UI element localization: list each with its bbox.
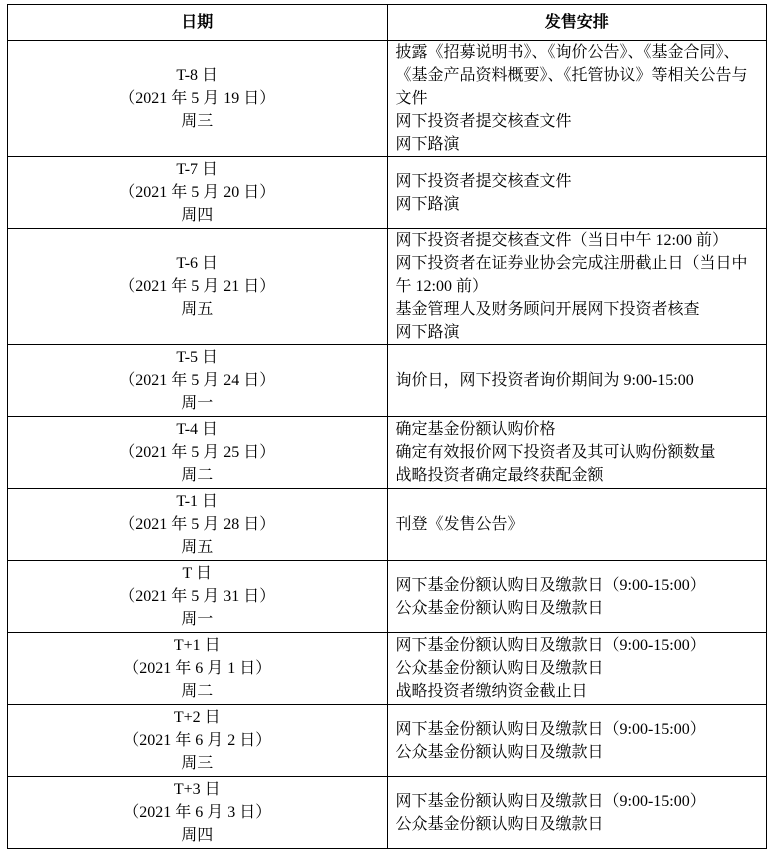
- table-row: [8, 777, 767, 849]
- header-arrangement: 发售安排: [387, 5, 767, 41]
- arrangement-item: 公众基金份额认购日及缴款日: [395, 743, 604, 761]
- table-row: [8, 561, 767, 633]
- date-day: T-6 日: [176, 255, 219, 272]
- arrangement-cell: [387, 561, 767, 633]
- date-weekday: 周五: [181, 301, 214, 318]
- arrangement-item: 战略投资者确定最终获配金额: [395, 467, 604, 484]
- date-date: （2021 年 5 月 19 日）: [119, 90, 276, 107]
- arrangement-cell: [387, 777, 767, 849]
- date-weekday: 周三: [181, 113, 214, 130]
- table-header-row: [8, 5, 767, 41]
- date-date: （2021 年 5 月 24 日）: [119, 372, 276, 389]
- arrangement-item: 询价日，网下投资者询价期间为 9:00-15:00: [395, 372, 694, 389]
- arrangement-item: 网下路演: [395, 195, 460, 213]
- date-date: （2021 年 5 月 20 日）: [119, 184, 276, 201]
- table-row: [8, 41, 767, 157]
- arrangement-item: 确定基金份额认购价格: [395, 421, 556, 438]
- date-cell: [8, 705, 388, 777]
- arrangement-cell: [387, 229, 767, 345]
- arrangement-cell: [387, 41, 767, 157]
- date-date: （2021 年 6 月 3 日）: [123, 804, 272, 821]
- date-weekday: 周二: [181, 467, 214, 484]
- date-date: （2021 年 5 月 21 日）: [119, 278, 276, 295]
- arrangement-item: 网下投资者提交核查文件: [395, 113, 572, 130]
- date-date: （2021 年 6 月 1 日）: [123, 660, 272, 677]
- date-cell: [8, 41, 388, 157]
- date-day: T-8 日: [176, 67, 219, 84]
- date-cell: [8, 561, 388, 633]
- date-cell: [8, 229, 388, 345]
- date-day: T-1 日: [176, 493, 219, 510]
- arrangement-item: 确定有效报价网下投资者及其可认购份额数量: [395, 444, 716, 461]
- date-day: T 日: [182, 565, 212, 582]
- date-day: T-7 日: [176, 161, 219, 178]
- date-date: （2021 年 5 月 28 日）: [119, 516, 276, 533]
- date-day: T-5 日: [176, 349, 219, 366]
- table-row: [8, 345, 767, 417]
- date-day: T+3 日: [173, 781, 221, 798]
- table-row: [8, 489, 767, 561]
- offering-schedule-table: [7, 4, 767, 849]
- arrangement-cell: [387, 633, 767, 705]
- table-row: [8, 229, 767, 345]
- date-cell: [8, 157, 388, 229]
- arrangement-item: 披露《招募说明书》、《询价公告》、《基金合同》、《基金产品资料概要》、《托管协议》等相关公告与文件: [395, 44, 748, 107]
- arrangement-item: 公众基金份额认购日及缴款日: [395, 815, 604, 833]
- date-cell: [8, 345, 388, 417]
- arrangement-item: 公众基金份额认购日及缴款日: [395, 599, 604, 617]
- arrangement-item: 网下基金份额认购日及缴款日（9:00-15:00）: [395, 576, 706, 594]
- date-cell: [8, 417, 388, 489]
- table-row: [8, 157, 767, 229]
- arrangement-cell: [387, 157, 767, 229]
- date-weekday: 周四: [181, 827, 214, 844]
- date-date: （2021 年 5 月 25 日）: [119, 444, 276, 461]
- arrangement-cell: [387, 705, 767, 777]
- date-day: T+1 日: [173, 637, 221, 654]
- arrangement-item: 网下投资者在证券业协会完成注册截止日（当日中午 12:00 前）: [395, 255, 748, 295]
- date-cell: [8, 489, 388, 561]
- date-weekday: 周五: [181, 539, 214, 556]
- arrangement-item: 基金管理人及财务顾问开展网下投资者核查: [395, 301, 700, 318]
- arrangement-item: 战略投资者缴纳资金截止日: [395, 683, 588, 700]
- arrangement-cell: [387, 489, 767, 561]
- date-weekday: 周二: [181, 683, 214, 700]
- arrangement-item: 网下基金份额认购日及缴款日（9:00-15:00）: [395, 720, 706, 738]
- date-date: （2021 年 5 月 31 日）: [119, 588, 276, 605]
- arrangement-cell: [387, 417, 767, 489]
- table-row: [8, 417, 767, 489]
- arrangement-item: 刊登《发售公告》: [395, 516, 524, 533]
- arrangement-item: 网下路演: [395, 324, 460, 341]
- date-date: （2021 年 6 月 2 日）: [123, 732, 272, 749]
- arrangement-item: 网下投资者提交核查文件: [395, 172, 572, 190]
- table-body: [8, 41, 767, 849]
- arrangement-item: 公众基金份额认购日及缴款日: [395, 660, 604, 677]
- arrangement-item: 网下投资者提交核查文件（当日中午 12:00 前）: [395, 232, 728, 249]
- header-date: 日期: [8, 5, 388, 41]
- date-day: T-4 日: [176, 421, 219, 438]
- date-weekday: 周一: [181, 395, 214, 412]
- arrangement-cell: [387, 345, 767, 417]
- date-cell: [8, 633, 388, 705]
- date-weekday: 周四: [181, 207, 214, 224]
- table-row: [8, 633, 767, 705]
- date-cell: [8, 777, 388, 849]
- date-weekday: 周三: [181, 755, 214, 772]
- table-row: [8, 705, 767, 777]
- arrangement-item: 网下基金份额认购日及缴款日（9:00-15:00）: [395, 637, 706, 654]
- arrangement-item: 网下基金份额认购日及缴款日（9:00-15:00）: [395, 792, 706, 810]
- arrangement-item: 网下路演: [395, 136, 460, 153]
- date-day: T+2 日: [173, 709, 221, 726]
- date-weekday: 周一: [181, 611, 214, 628]
